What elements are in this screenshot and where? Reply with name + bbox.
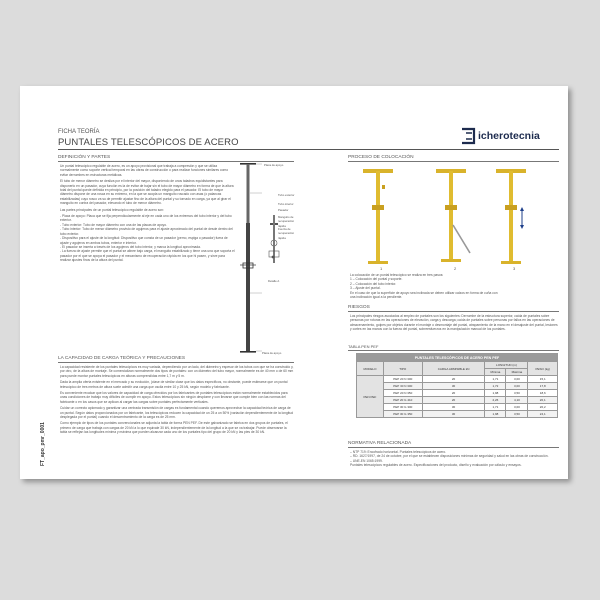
list-item: – UNE-EN 1065:1999. [350,458,383,463]
side-code [40,386,54,476]
table-cell: 3,00 [506,376,528,383]
col-modelo: MODELO [357,362,384,376]
table-cell: 3,00 [506,404,528,411]
group-label: PEN PEF [357,376,384,418]
table-cell: 15,1 [528,376,558,383]
table-cell: 17,8 [528,383,558,390]
table-cell: 4,10 [506,397,528,404]
logo [460,125,556,147]
list-item: - El pasador se inserta a través de los agujeros del tubo interior, y marca la longitud aproximada. [60,244,201,249]
table-cell: PEP 20 N 300 [383,376,422,383]
label-placa: Placa de apoyo [264,163,284,167]
table-cell: 1,71 [485,404,506,411]
label-detalle: Detalle A [268,279,280,283]
puntal-step-1 [363,169,393,264]
col-longitud: LONGITUD (m) [485,362,528,369]
section-title-proceso: PROCESO DE COLOCACIÓN [348,155,414,160]
table-cell: 30 [422,411,485,418]
list-item: 1 – Colocación del puntal y soporte. [350,277,403,282]
list-item: - Placa de apoyo: Placa que se fija perpendicularmente al eje en cada uno de los extremos del tubo interior y del tubo exterior. [60,214,232,223]
side-code-text: FT_apo_pmr_0001 [40,422,46,466]
paragraph: La capacidad resistente de los puntales telescópicos es muy variada, dependiendo por un lado, del diámetro y espesor de los tubos con que se ha construido y, por otro, de la altura de montaje. Se comercializan normalmente dos tipos de puntales: con un diámetro del tubo mayor, normalmente es de 40 mm o de 60 mm para puede montar puntales telescópicos en alturas comprendidas entre 1,7 m y 5 m. [60,365,294,378]
list-item: – NTP 719: Encofrado horizontal. Puntales telescópicos de acero. [350,450,447,454]
list-item: - Tubo interior: Tubo de menor diámetro provisto de agujeros para el ajuste aproximado del puntal de desde dentro del tubo exterior. [60,227,233,236]
table-cell: 30 [422,404,485,411]
paragraph: Es conveniente recalcar que los valores de capacidad de carga ofrecidos por los fabricantes de puntales telescópicos están normalmente establecidos para unas condiciones de trabajo muy difíciles de cumplir en apoyo. Estos telescópicos sin ningún desplome y con llevarse que cumple bien con las normas del fabricante o en los casos que se aplican al cargar las cargas sobre puntales perfectamente verticales. [60,391,288,404]
label-placa-inferior: Placa de apoyo [262,351,282,355]
table-cell: 18,6 [528,390,558,397]
proceso-text [350,273,500,299]
table-cell: 3,00 [506,383,528,390]
list-item: 3 – Ajuste del puntal. [350,286,381,291]
table-header: PUNTALES TELESCÓPICOS DE ACERO PEN PEF [357,354,558,362]
puntales-table [356,353,558,418]
table-cell: PEP 30 N 300 [383,383,422,390]
table-cell: 1,71 [485,376,506,383]
puntal-parts-diagram [240,163,298,355]
col-maxima: Máxima [506,369,528,376]
paragraph: En el caso de que la superficie de apoyo sea inclinada se deben utilizar calzos en forma de cuña con una inclinación igual a la pendiente. [350,290,498,300]
definicion-text [60,164,236,263]
paragraph: Los principales riesgos asociados al empleo de puntales son los siguientes: Derrumbe de la estructura superior, caída de puntales sobre personas por roturas en las operaciones de elevación, carga y descarga; caída de puntales sobre personas por fallos en las operaciones de almacenamiento, golpes por objetos durante el montaje o desmontaje del puntal, atrapamiento de la mano en el desajuste del puntal, lesiones y cortes en las manos con la fuerza del puntal, sobreesfuerzos en la manipulación manual de los puntales. [350,314,558,332]
table-cell: PEP 20 N 350 [383,390,422,397]
section-title-tabla: TABLA PEN PEF [348,344,379,349]
list-item: - Tubo exterior: Tubo de mayor diámetro con una de las placas de apoyo. [60,222,168,227]
table-cell: 20 [422,397,485,404]
table-row [357,397,558,404]
label-tubo-interior: Tubo interior [278,202,294,206]
table-row [357,411,558,418]
list-item: - Dispositivo para el ajuste de la longitud: Dispositivo que consta de un pasador (perno, espiga o pasador) fuera de ajuste y agujeros en ambos tubos, exterior e interior. [60,236,228,245]
section-title-capacidad: LA CAPACIDAD DE CARGA TEÓRICA Y PRECAUCIONES [58,356,186,361]
label-manguito: Manguito de recuperación rápida [278,215,295,228]
section-rule-tabla [348,350,559,351]
puntal-step-3 [496,169,526,264]
section-rule-riesgos [348,311,559,312]
label-fuerza: Fuerza de recuperación rápida [278,227,295,240]
label-tubo-exterior: Tubo exterior [278,193,295,197]
section-title-definicion: DEFINICIÓN Y PARTES [58,155,111,160]
paragraph: Un puntal telescópico regulable de acero, es un apoyo provisional que trabaja a compresión y que se utiliza normalmente como soporte vertical temporal en las obras de construcción o para realizar funciones similares como evitar derrumbes en estructuras metálicas. [60,164,229,177]
table-cell: 1,98 [485,411,506,418]
col-carga: CARGA ADMISIBLE kN [422,362,485,376]
section-rule-normativa [348,447,559,448]
proceso-diagram [358,165,548,275]
table-cell: 20 [422,376,485,383]
paragraph: Cuidar un correcto aplomado y garantizar una centrada transmisión de cargas es fundamental cuando queremos aprovechar la capacidad teórica de carga de un puntal. Según datos proporcionados por un fabricante, los telescópicos reducen la capacidad de un 25 a un 50% (variación dependientemente de la longitud desplegada por el puntal) cuando el descentramiento de la carga es de 25 mm. [60,406,294,420]
header-rule [58,149,559,150]
table-cell: PEP 20 G 410 [383,397,422,404]
paragraph: Dada la amplia oferta existente en el mercado y su evolución, (clase de similar clase que los datos específicos, no obstante, puede estimarse que un puntal telescópico de tres metros de altura suele admitir una carga que oscila entre 10 y 25 kN, según modelo y fabricante. [60,380,288,389]
table-row [357,404,558,411]
col-minima: Mínima [485,369,506,376]
document-sheet [20,86,568,479]
riesgos-text [350,314,559,332]
paragraph: Como ejemplo de tipos de los puntales convencionales se adjunta la tabla de forma PEN PEF. De este galvanizado se fabrica en dos grupos de puntales, el primero de carga que trabaja con cargas de 20 kN a lo que equivale 30 kN, independientemente de la longitud a la que se va trabajar. Puede observarse la tabla se reflejan las longitudes mínima y máxima que pueden alcanzar cada uno de los puntales tipo del grupo de 20 kN y las pies de 30 kN. [60,421,288,435]
table-cell: 20,1 [528,397,558,404]
table-cell: 2,26 [485,397,506,404]
paragraph: La colocación de un puntal telescópico se realiza en tres pasos: [350,273,444,277]
logo-text: icherotecnia [478,130,540,142]
table-cell: 20,2 [528,404,558,411]
list-item: Puntales telescópicos regulables de acero. Especificaciones del producto, diseño y evaluación por cálculo y ensayos. [350,463,522,468]
table-cell: 24,1 [528,411,558,418]
table-cell: 1,98 [485,390,506,397]
table-row [357,383,558,390]
step-label-2: 2 [454,266,457,271]
table-cell: 1,72 [485,383,506,390]
table-row [357,390,558,397]
doc-label: FICHA TEORÍA [58,129,100,135]
section-title-riesgos: RIESGOS [348,305,370,310]
paragraph: Las partes principales de un puntal telescópico regulable de acero son: [60,207,164,212]
col-tipo: TIPO [383,362,422,376]
step-label-1: 1 [380,266,383,271]
section-rule-capacidad [58,362,294,363]
normativa-list [350,450,559,468]
section-title-normativa: NORMATIVA RELACIONADA [348,441,412,446]
capacidad-text [60,365,294,435]
table-cell: PEP 30 G 350 [383,411,422,418]
step-label-3: 3 [513,266,516,271]
table-cell: 3,50 [506,390,528,397]
section-rule-proceso [348,161,559,162]
table-row [357,376,558,383]
puntal-step-2 [436,169,470,262]
section-rule-definicion [58,161,294,162]
list-item: - La fuerza de ajuste permite que el puntal se alinee bajo carga, el manguito estabilizado y tiene una una que soporta el pasador por el que se apoya el pasador y el mecanismo de recuperación rápida en los que hi pasen, y sirve para realizar ajustes finos de la altura del puntal. [60,249,235,263]
label-pasador: Pasador [278,208,289,212]
col-peso: PESO (kg) [528,362,558,376]
table-cell: PEP 30 G 300 [383,404,422,411]
list-item: – RD. 1627/1997, de 24 de octubre, por el que se establecen disposiciones mínimas de seguridad y salud en las obras de construcción. [350,454,549,459]
doc-title: PUNTALES TELESCÓPICOS DE ACERO [58,137,239,148]
list-item: 2 – Colocación del tubo interior. [350,281,397,286]
table-cell: 30 [422,383,485,390]
paragraph: El tubo de menor diámetro se desliza por el interior del mayor, disponiendo de unos taladros equidistantes para disponerlo en un pasador, cuya función es la de evitar de bajar sin el tubo de mayor diámetro en forma de que la altura total del puntal quede definida en principio, por la posición del taladro elegido para el pasador. El tubo de mayor diámetro dispone de una rosca en su extremo, en la que se acopla un manguito roscado con asas (o palancas estabilizadas) cuyo rosco va su de permitir ajustar fino de la altura del puntal y su tornado en carga, ya que al girar el manguito en contra del pasador, elevando el tubo de menor diámetro. [60,179,234,206]
table-cell: 20 [422,390,485,397]
document-content [58,105,559,478]
logo-mark-icon [460,125,480,147]
table-cell: 3,50 [506,411,528,418]
